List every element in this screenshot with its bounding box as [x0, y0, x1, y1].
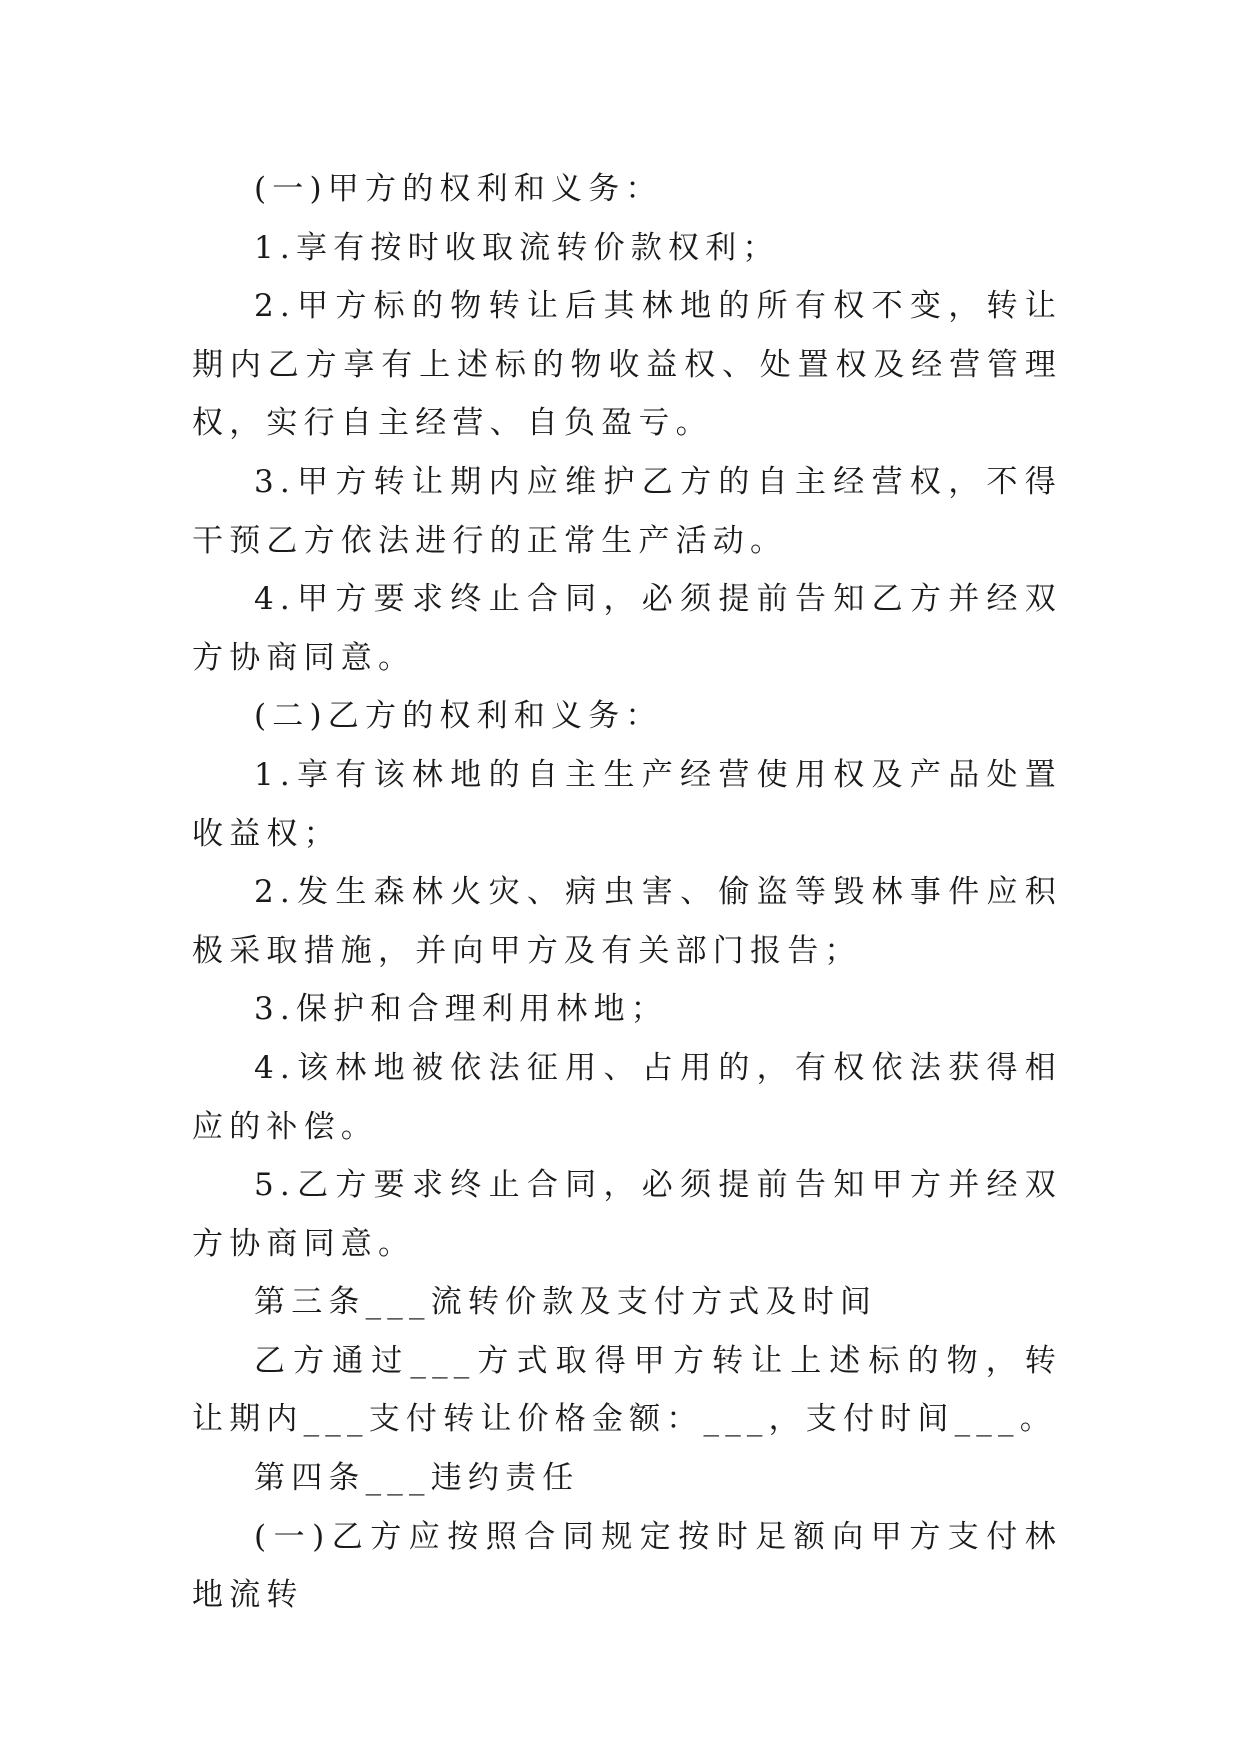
article-4-item-1: (一)乙方应按照合同规定按时足额向甲方支付林地流转: [192, 1518, 1062, 1614]
paragraph-party-b-item-2: 2.发生森林火灾、病虫害、偷盗等毁林事件应积极采取措施，并向甲方及有关部门报告；: [192, 874, 1062, 969]
paragraph-party-a-item-1: 1.享有按时收取流转价款权利；: [254, 229, 780, 266]
paragraph-party-a-item-4: 4.甲方要求终止合同，必须提前告知乙方并经双方协商同意。: [192, 581, 1062, 676]
paragraph-party-a-item-3: 3.甲方转让期内应维护乙方的自主经营权，不得干预乙方依法进行的正常生产活动。: [192, 463, 1062, 559]
paragraph-party-a-heading: (一)甲方的权利和义务：: [254, 171, 663, 207]
article-4-heading: 第四条___违约责任: [254, 1460, 580, 1497]
paragraph-party-a-item-2: 2.甲方标的物转让后其林地的所有权不变，转让期内乙方享有上述标的物收益权、处置权及经营管理权，实行自主经营、自负盈亏。: [192, 288, 1062, 442]
article-3-body: 乙方通过___方式取得甲方转让上述标的物，转让期内___支付转让价格金额：___，支付时间___。: [192, 1342, 1062, 1438]
document-body: [192, 160, 1062, 1625]
paragraph-party-b-item-3: 3.保护和合理利用林地；: [254, 991, 668, 1028]
article-3-heading: 第三条___流转价款及支付方式及时间: [254, 1284, 878, 1321]
paragraph-party-b-heading: (二)乙方的权利和义务：: [254, 698, 663, 735]
paragraph-party-b-item-5: 5.乙方要求终止合同，必须提前告知甲方并经双方协商同意。: [192, 1167, 1062, 1262]
paragraph-party-b-item-1: 1.享有该林地的自主生产经营使用权及产品处置收益权；: [192, 756, 1062, 852]
paragraph-party-b-item-4: 4.该林地被依法征用、占用的，有权依法获得相应的补偿。: [192, 1049, 1062, 1145]
